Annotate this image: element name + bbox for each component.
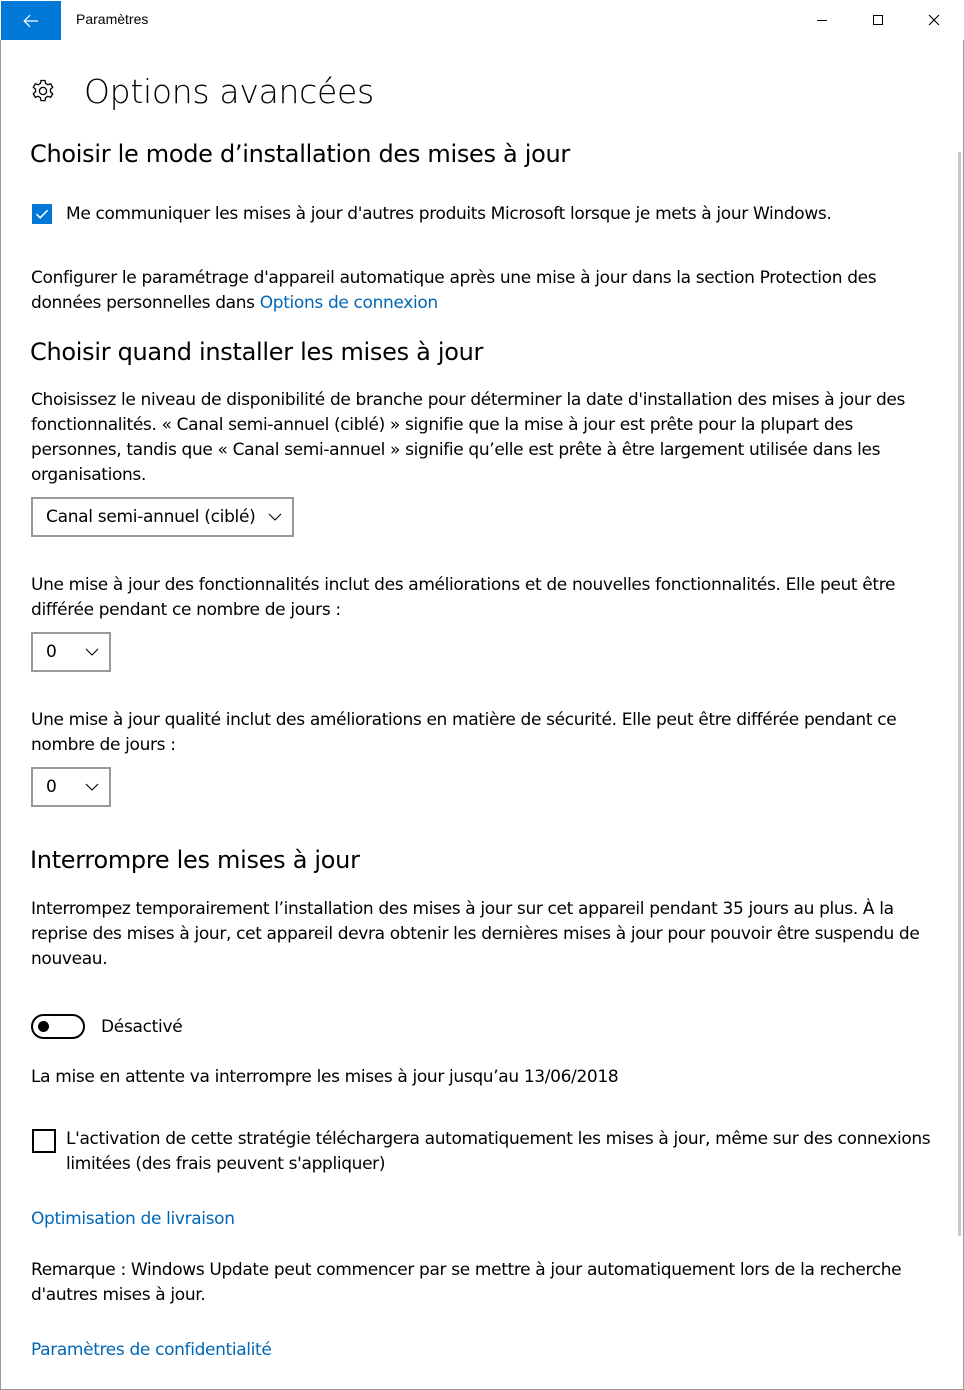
page-header <box>30 70 374 112</box>
delivery-optimization-link[interactable]: Optimisation de livraison <box>31 1209 235 1229</box>
config-text: Configurer le paramétrage d'appareil automatique après une mise à jour dans la section Protection des données personnelles dans <box>31 268 877 313</box>
config-description <box>31 266 921 316</box>
metered-download-checkbox[interactable] <box>32 1129 56 1153</box>
install-mode-heading: Choisir le mode d’installation des mises à jour <box>30 140 570 168</box>
arrow-left-icon <box>23 14 39 28</box>
branch-readiness-dropdown[interactable] <box>31 497 294 537</box>
pause-updates-toggle[interactable] <box>31 1014 85 1039</box>
metered-download-label[interactable]: L'activation de cette stratégie téléchargera automatiquement les mises à jour, même sur des connexions limitées (des frais peuvent s'appliquer) <box>66 1129 931 1174</box>
page-title: Options avancées <box>84 71 374 111</box>
branch-description: Choisissez le niveau de disponibilité de branche pour déterminer la date d'installation des mises à jour des fonctionnalités. « Canal semi-annuel (ciblé) » signifie que la mise à jour est prête pour la plupart des personnes, tandis que « Canal semi-annuel » signifie qu’elle est prête à être largement utilisée dans les organisations. <box>31 390 906 485</box>
chevron-down-icon <box>268 513 282 521</box>
pause-toggle-label: Désactivé <box>101 1017 183 1037</box>
window-title: Paramètres <box>76 11 149 27</box>
feature-defer-days-dropdown[interactable] <box>31 632 111 672</box>
pause-updates-heading: Interrompre les mises à jour <box>30 846 360 874</box>
chevron-down-icon <box>85 783 99 791</box>
quality-defer-days-dropdown[interactable] <box>31 767 111 807</box>
maximize-icon <box>872 14 884 26</box>
close-button[interactable] <box>906 1 962 39</box>
minimize-button[interactable] <box>794 1 850 39</box>
chevron-down-icon <box>85 648 99 656</box>
windows-update-note: Remarque : Windows Update peut commencer par se mettre à jour automatiquement lors de la recherche d'autres mises à jour. <box>31 1260 902 1305</box>
when-install-heading: Choisir quand installer les mises à jour <box>30 338 484 366</box>
back-button[interactable] <box>1 1 61 40</box>
sign-in-options-link[interactable]: Options de connexion <box>259 293 438 313</box>
feature-defer-days-value: 0 <box>46 642 57 662</box>
maximize-button[interactable] <box>850 1 906 39</box>
other-products-checkbox[interactable] <box>32 204 52 224</box>
pause-description: Interrompez temporairement l’installation des mises à jour sur cet appareil pendant 35 jours au plus. À la reprise des mises à jour, cet appareil devra obtenir les dernières mises à jour pour pouvoir être suspendu de nouveau. <box>31 899 920 969</box>
pause-until-text: La mise en attente va interrompre les mises à jour jusqu’au 13/06/2018 <box>31 1067 619 1087</box>
toggle-knob <box>38 1021 49 1032</box>
privacy-settings-link[interactable]: Paramètres de confidentialité <box>31 1340 272 1360</box>
vertical-scrollbar[interactable] <box>958 152 961 1236</box>
checkmark-icon <box>34 206 50 222</box>
title-bar <box>0 0 964 40</box>
quality-update-description: Une mise à jour qualité inclut des améliorations en matière de sécurité. Elle peut être différée pendant ce nombre de jours : <box>31 710 897 755</box>
other-products-label[interactable]: Me communiquer les mises à jour d'autres produits Microsoft lorsque je mets à jour Windows. <box>66 204 832 224</box>
quality-defer-days-value: 0 <box>46 777 57 797</box>
minimize-icon <box>816 14 828 26</box>
branch-readiness-value: Canal semi-annuel (ciblé) <box>46 507 256 527</box>
close-icon <box>928 14 940 26</box>
gear-icon <box>30 78 56 104</box>
feature-update-description: Une mise à jour des fonctionnalités inclut des améliorations et de nouvelles fonctionnalités. Elle peut être différée pendant ce nombre de jours : <box>31 575 896 620</box>
